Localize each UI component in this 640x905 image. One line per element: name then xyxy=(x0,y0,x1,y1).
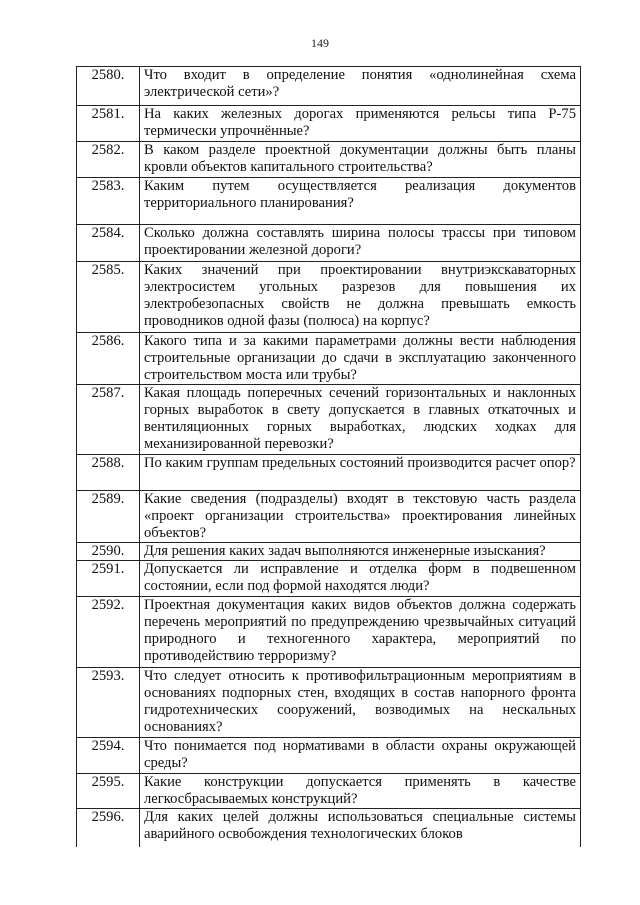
question-text: Допускается ли исправление и отделка форм в подвешенном состоянии, если под формой находятся люди? xyxy=(140,561,581,597)
question-text: Каким путем осуществляется реализация документов территориального планирования? xyxy=(140,178,581,225)
table-row xyxy=(77,333,581,385)
question-text: Какого типа и за какими параметрами должны вести наблюдения строительные организации до сдачи в эксплуатацию законченного строительством моста или трубы? xyxy=(140,333,581,385)
question-text: Для каких целей должны использоваться специальные системы аварийного освобождения технологических блоков xyxy=(140,809,581,847)
table-row xyxy=(77,385,581,455)
question-text: В каком разделе проектной документации должны быть планы кровли объектов капитального строительства? xyxy=(140,142,581,178)
question-number: 2593. xyxy=(77,668,140,738)
question-number: 2584. xyxy=(77,225,140,262)
table-row xyxy=(77,455,581,491)
question-number: 2586. xyxy=(77,333,140,385)
table-row xyxy=(77,561,581,597)
table-row xyxy=(77,597,581,668)
table-row xyxy=(77,738,581,774)
question-number: 2596. xyxy=(77,809,140,847)
table-row xyxy=(77,106,581,142)
question-number: 2590. xyxy=(77,543,140,561)
question-number: 2582. xyxy=(77,142,140,178)
question-text: Проектная документация каких видов объектов должна содержать перечень мероприятий по предупреждению чрезвычайных ситуаций природного и техногенного характера, мероприятий по противодействию терроризму? xyxy=(140,597,581,668)
questions-table xyxy=(76,66,581,847)
question-text: Что входит в определение понятия «однолинейная схема электрической сети»? xyxy=(140,67,581,106)
question-number: 2589. xyxy=(77,491,140,543)
page-number: 149 xyxy=(311,36,329,50)
table-row xyxy=(77,67,581,106)
question-number: 2592. xyxy=(77,597,140,668)
question-text: Какие конструкции допускается применять в качестве легкосбрасываемых конструкций? xyxy=(140,774,581,809)
table-row xyxy=(77,809,581,847)
question-number: 2580. xyxy=(77,67,140,106)
question-text: Сколько должна составлять ширина полосы трассы при типовом проектировании железной дороги? xyxy=(140,225,581,262)
question-number: 2581. xyxy=(77,106,140,142)
table-row xyxy=(77,543,581,561)
question-number: 2591. xyxy=(77,561,140,597)
question-text: Для решения каких задач выполняются инженерные изыскания? xyxy=(140,543,581,561)
question-text: Что следует относить к противофильтрационным мероприятиям в основаниях подпорных стен, входящих в состав напорного фронта гидротехнических сооружений, возводимых на нескальных основаниях? xyxy=(140,668,581,738)
question-number: 2588. xyxy=(77,455,140,491)
table-row xyxy=(77,491,581,543)
question-number: 2585. xyxy=(77,262,140,333)
question-text: На каких железных дорогах применяются рельсы типа Р-75 термически упрочнённые? xyxy=(140,106,581,142)
question-number: 2587. xyxy=(77,385,140,455)
question-number: 2595. xyxy=(77,774,140,809)
question-text: Что понимается под нормативами в области охраны окружающей среды? xyxy=(140,738,581,774)
table-row xyxy=(77,225,581,262)
question-text: По каким группам предельных состояний производится расчет опор? xyxy=(140,455,581,491)
question-number: 2583. xyxy=(77,178,140,225)
question-text: Какие сведения (подразделы) входят в текстовую часть раздела «проект организации строительства» проектирования линейных объектов? xyxy=(140,491,581,543)
table-row xyxy=(77,668,581,738)
question-text: Какая площадь поперечных сечений горизонтальных и наклонных горных выработок в свету допускается в главных откаточных и вентиляционных горных выработках, людских ходках для механизированной перевозки? xyxy=(140,385,581,455)
table-row xyxy=(77,262,581,333)
table-row xyxy=(77,142,581,178)
question-number: 2594. xyxy=(77,738,140,774)
question-text: Каких значений при проектировании внутриэкскаваторных электросистем угольных разрезов для повышения их электробезопасных свойств не должна превышать емкость проводников одной фазы (полюса) на корпус? xyxy=(140,262,581,333)
table-row xyxy=(77,178,581,225)
table-row xyxy=(77,774,581,809)
